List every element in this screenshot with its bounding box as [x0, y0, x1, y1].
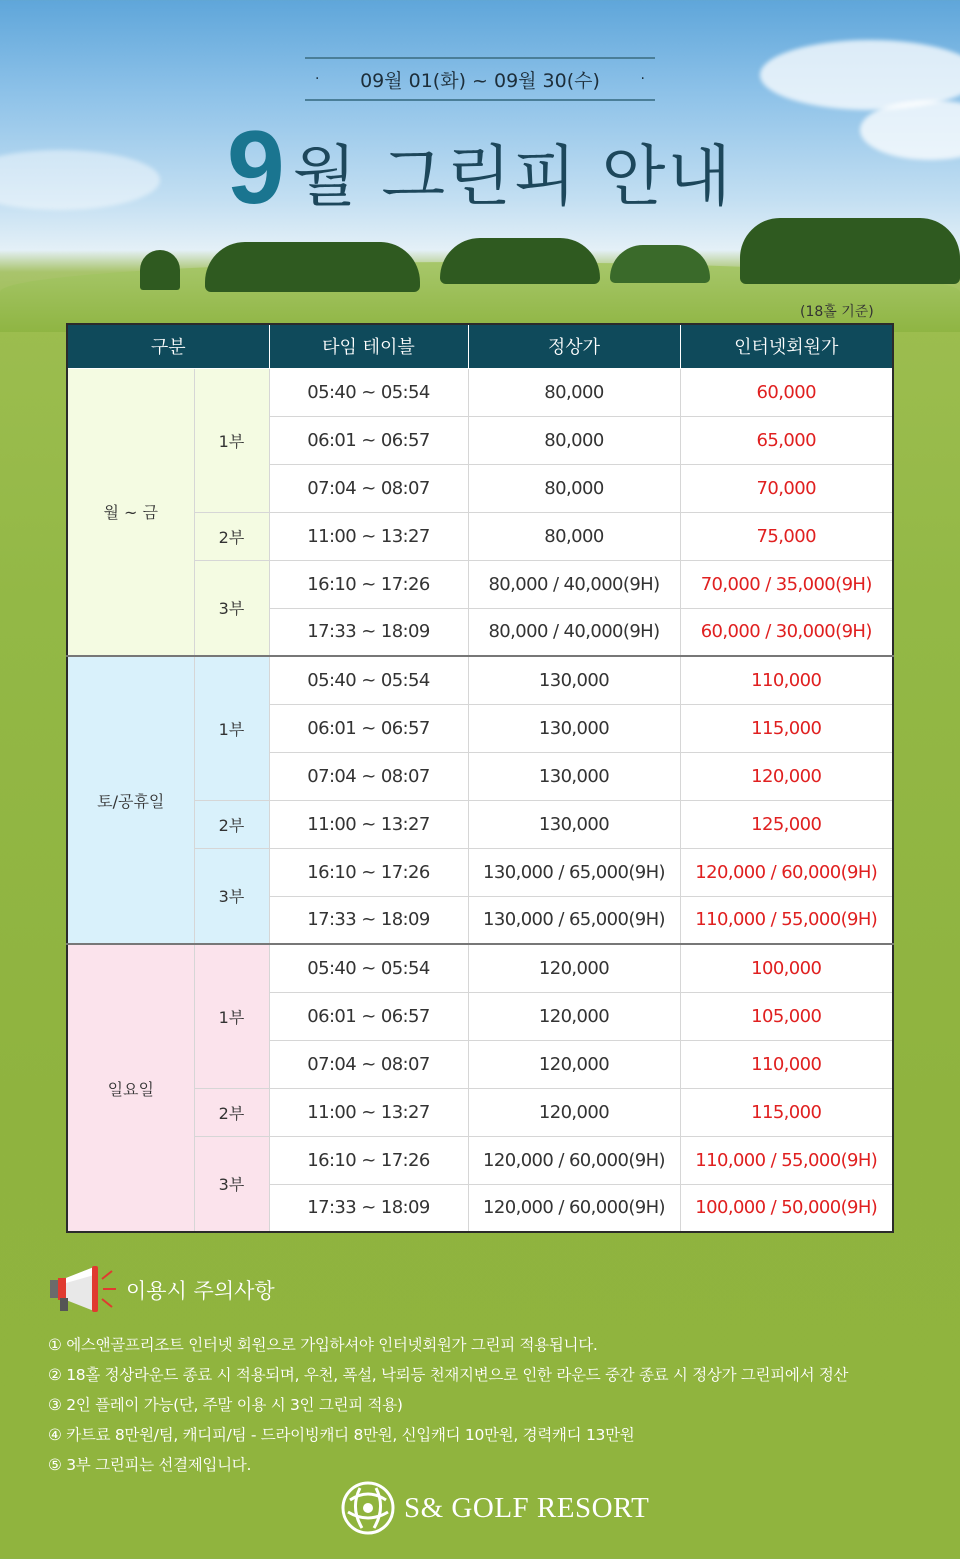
tee-time-cell: 05:40 ~ 05:54 [269, 656, 468, 704]
regular-price-cell: 80,000 [468, 464, 680, 512]
member-price-cell: 105,000 [680, 992, 893, 1040]
tee-time-cell: 07:04 ~ 08:07 [269, 1040, 468, 1088]
tee-time-cell: 07:04 ~ 08:07 [269, 464, 468, 512]
regular-price-cell: 130,000 [468, 752, 680, 800]
regular-price-cell: 130,000 [468, 704, 680, 752]
regular-price-cell: 120,000 [468, 992, 680, 1040]
date-range-banner [305, 57, 655, 101]
golf-ball-logo-icon [340, 1480, 396, 1536]
regular-price-cell: 120,000 [468, 1040, 680, 1088]
session-part-cell: 3부 [194, 1136, 269, 1232]
resort-logo [340, 1480, 649, 1536]
tee-time-cell: 16:10 ~ 17:26 [269, 1136, 468, 1184]
session-part-cell: 2부 [194, 800, 269, 848]
title-text: 월 그린피 안내 [292, 138, 734, 215]
notice-item: ⑤ 3부 그린피는 선결제입니다. [48, 1456, 252, 1474]
notice-item: ① 에스앤골프리조트 인터넷 회원으로 가입하셔야 인터넷회원가 그린피 적용됩니다. [48, 1336, 598, 1354]
regular-price-cell: 130,000 / 65,000(9H) [468, 848, 680, 896]
notice-item: ④ 카트료 8만원/팀, 캐디피/팀 - 드라이빙캐디 8만원, 신입캐디 10만원, 경력캐디 13만원 [48, 1426, 635, 1444]
regular-price-cell: 80,000 [468, 416, 680, 464]
day-category-cell: 월 ~ 금 [67, 368, 194, 656]
notice-item: ② 18홀 정상라운드 종료 시 적용되며, 우천, 폭설, 낙뢰등 천재지변으로 인한 라운드 중간 종료 시 정상가 그린피에서 정산 [48, 1366, 849, 1384]
member-price-cell: 110,000 / 55,000(9H) [680, 896, 893, 944]
member-price-cell: 110,000 [680, 1040, 893, 1088]
tee-time-cell: 11:00 ~ 13:27 [269, 512, 468, 560]
member-price-cell: 70,000 [680, 464, 893, 512]
regular-price-cell: 120,000 / 60,000(9H) [468, 1136, 680, 1184]
tee-time-cell: 06:01 ~ 06:57 [269, 416, 468, 464]
table-body [67, 368, 893, 1232]
session-part-cell: 1부 [194, 656, 269, 800]
member-price-cell: 120,000 [680, 752, 893, 800]
tee-time-cell: 05:40 ~ 05:54 [269, 944, 468, 992]
session-part-cell: 3부 [194, 560, 269, 656]
header-member-price: 인터넷회원가 [680, 324, 893, 368]
trees-decoration [205, 242, 420, 292]
trees-decoration [140, 250, 180, 290]
basis-note: (18홀 기준) [800, 304, 874, 320]
tee-time-cell: 11:00 ~ 13:27 [269, 800, 468, 848]
regular-price-cell: 80,000 / 40,000(9H) [468, 608, 680, 656]
session-part-cell: 1부 [194, 944, 269, 1088]
table-header-row [67, 324, 893, 368]
megaphone-icon [48, 1265, 118, 1315]
regular-price-cell: 80,000 / 40,000(9H) [468, 560, 680, 608]
tee-time-cell: 06:01 ~ 06:57 [269, 992, 468, 1040]
brand-name: S& GOLF RESORT [404, 1491, 650, 1524]
tee-time-cell: 17:33 ~ 18:09 [269, 1184, 468, 1232]
member-price-cell: 110,000 / 55,000(9H) [680, 1136, 893, 1184]
page-title [0, 110, 960, 226]
header-timetable: 타임 테이블 [269, 324, 468, 368]
table-row [67, 656, 893, 704]
member-price-cell: 100,000 [680, 944, 893, 992]
regular-price-cell: 120,000 / 60,000(9H) [468, 1184, 680, 1232]
bullet-dot: · [640, 71, 645, 87]
member-price-cell: 125,000 [680, 800, 893, 848]
notice-title: 이용시 주의사항 [126, 1279, 275, 1303]
notice-header [48, 1265, 275, 1315]
session-part-cell: 3부 [194, 848, 269, 944]
regular-price-cell: 80,000 [468, 368, 680, 416]
member-price-cell: 115,000 [680, 1088, 893, 1136]
tee-time-cell: 06:01 ~ 06:57 [269, 704, 468, 752]
session-part-cell: 1부 [194, 368, 269, 512]
member-price-cell: 120,000 / 60,000(9H) [680, 848, 893, 896]
notice-list [48, 1330, 938, 1480]
trees-decoration [440, 238, 600, 284]
member-price-cell: 60,000 [680, 368, 893, 416]
bullet-dot: · [315, 71, 320, 87]
day-category-cell: 토/공휴일 [67, 656, 194, 944]
green-fee-table [66, 323, 894, 1233]
tee-time-cell: 17:33 ~ 18:09 [269, 608, 468, 656]
regular-price-cell: 120,000 [468, 1088, 680, 1136]
trees-decoration [610, 245, 710, 283]
regular-price-cell: 130,000 / 65,000(9H) [468, 896, 680, 944]
table-row [67, 368, 893, 416]
tee-time-cell: 16:10 ~ 17:26 [269, 560, 468, 608]
session-part-cell: 2부 [194, 512, 269, 560]
member-price-cell: 75,000 [680, 512, 893, 560]
trees-decoration [740, 218, 960, 284]
date-range: 09월 01(화) ~ 09월 30(수) [360, 69, 600, 92]
table-row [67, 944, 893, 992]
regular-price-cell: 120,000 [468, 944, 680, 992]
day-category-cell: 일요일 [67, 944, 194, 1232]
tee-time-cell: 16:10 ~ 17:26 [269, 848, 468, 896]
session-part-cell: 2부 [194, 1088, 269, 1136]
header-category: 구분 [67, 324, 269, 368]
title-month-number: 9 [226, 110, 285, 226]
regular-price-cell: 130,000 [468, 800, 680, 848]
member-price-cell: 110,000 [680, 656, 893, 704]
tee-time-cell: 17:33 ~ 18:09 [269, 896, 468, 944]
regular-price-cell: 80,000 [468, 512, 680, 560]
tee-time-cell: 07:04 ~ 08:07 [269, 752, 468, 800]
member-price-cell: 115,000 [680, 704, 893, 752]
regular-price-cell: 130,000 [468, 656, 680, 704]
notice-item: ③ 2인 플레이 가능(단, 주말 이용 시 3인 그린피 적용) [48, 1396, 403, 1414]
member-price-cell: 65,000 [680, 416, 893, 464]
member-price-cell: 100,000 / 50,000(9H) [680, 1184, 893, 1232]
member-price-cell: 60,000 / 30,000(9H) [680, 608, 893, 656]
member-price-cell: 70,000 / 35,000(9H) [680, 560, 893, 608]
tee-time-cell: 05:40 ~ 05:54 [269, 368, 468, 416]
tee-time-cell: 11:00 ~ 13:27 [269, 1088, 468, 1136]
header-regular-price: 정상가 [468, 324, 680, 368]
